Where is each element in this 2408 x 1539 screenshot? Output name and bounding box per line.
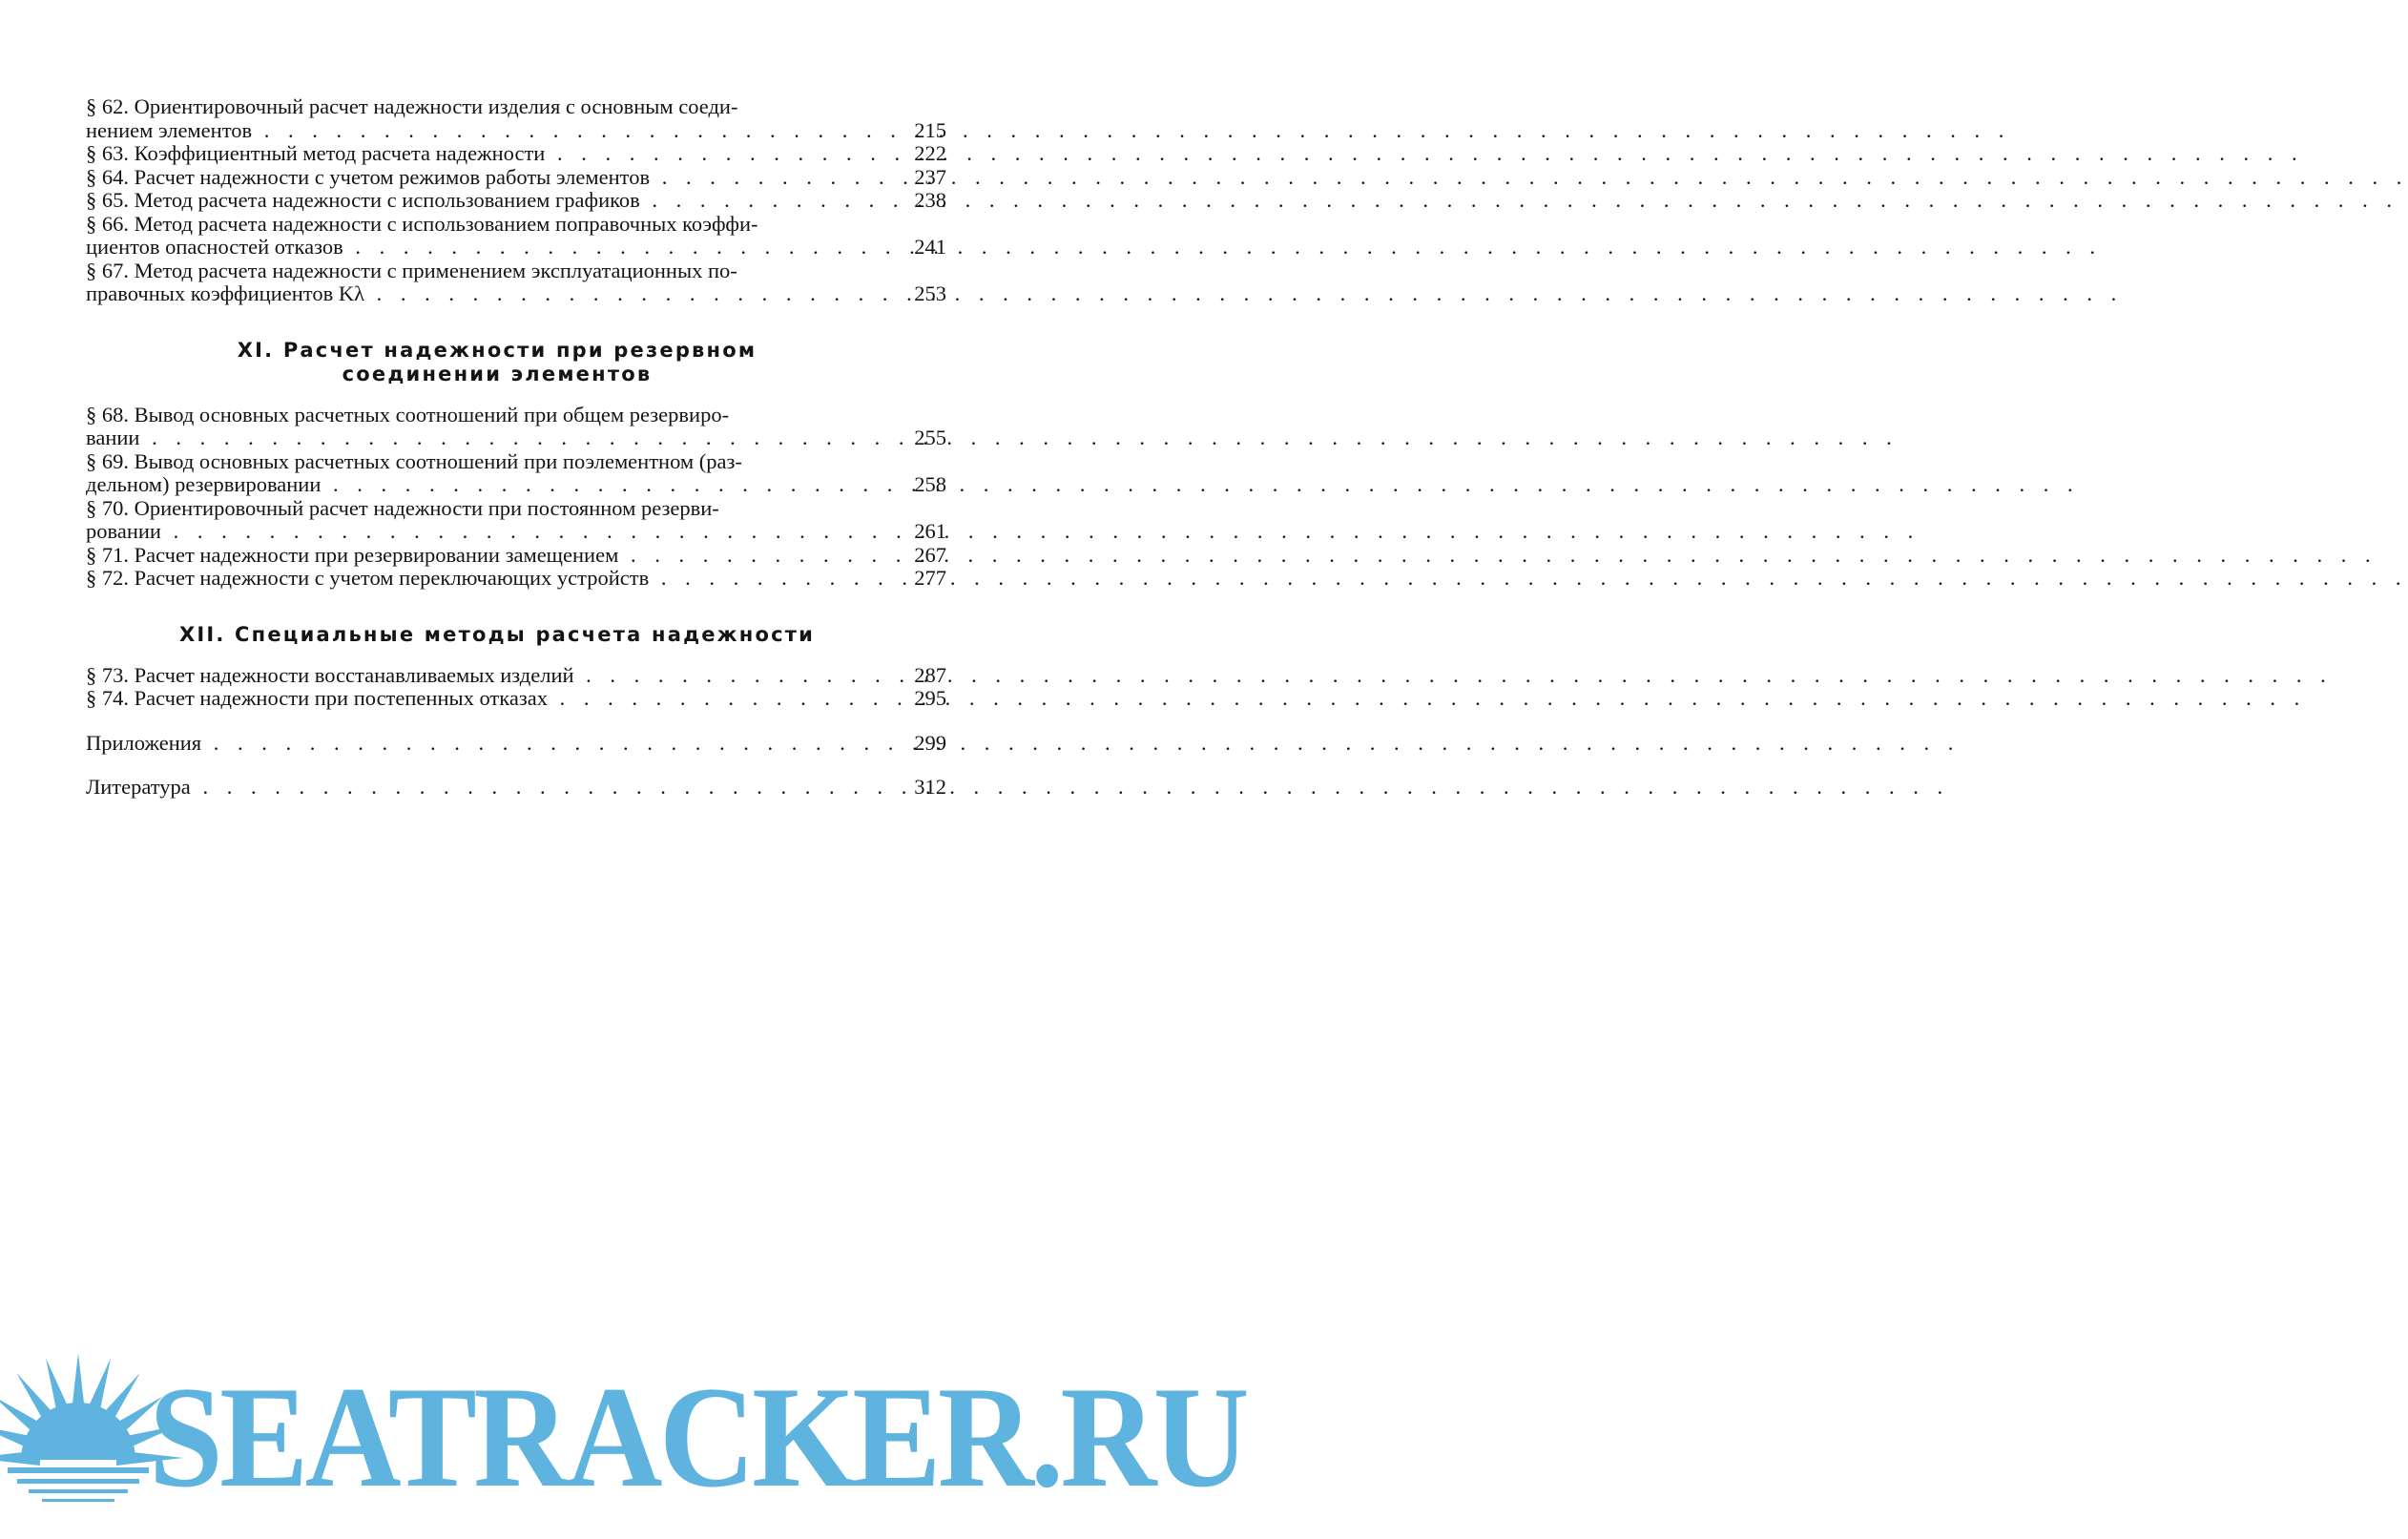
- toc-entry-literature: [86, 776, 946, 800]
- toc-entry-71: [86, 544, 946, 568]
- toc-entry-67: [86, 260, 946, 306]
- toc-entry-66: [86, 213, 946, 260]
- table-of-contents: [86, 95, 946, 800]
- page-number: 253: [914, 281, 946, 305]
- toc-entry-70: [86, 497, 946, 544]
- toc-entry-64: [86, 166, 946, 190]
- page-number: 222: [914, 141, 946, 165]
- page-number: 295: [914, 686, 946, 710]
- watermark-text: SEATRACKER.RU: [149, 1357, 1247, 1517]
- toc-entry-text: § 65. Метод расчета надежности с использованием графиков . . .: [86, 188, 2398, 212]
- page-number: 287: [914, 662, 946, 687]
- page-number: 277: [914, 566, 946, 590]
- toc-entry-text: § 71. Расчет надежности при резервировании замещением . . .: [86, 543, 2377, 567]
- toc-entry-68: [86, 404, 946, 450]
- toc-entry-text: нением элементов . . .: [86, 118, 2010, 142]
- page-number: 258: [914, 472, 946, 496]
- toc-entry-72: [86, 567, 946, 591]
- page-number: 238: [914, 188, 946, 212]
- page-number: 312: [914, 775, 946, 799]
- toc-entry-text: правочных коэффициентов Kλ . . .: [86, 281, 2123, 305]
- toc-entry-63: [86, 142, 946, 166]
- toc-entry-65: [86, 189, 946, 213]
- toc-entry-text: § 68. Вывод основных расчетных соотношений при общем резервиро-: [86, 402, 730, 426]
- page-number: 299: [914, 730, 946, 755]
- toc-entry-text: § 66. Метод расчета надежности с использованием поправочных коэффи-: [86, 211, 758, 236]
- chapter-heading-xi: [86, 339, 946, 386]
- toc-entry-text: циентов опасностей отказов . . .: [86, 235, 2102, 259]
- toc-entry-74: [86, 687, 946, 711]
- toc-entry-73: [86, 664, 946, 688]
- chapter-title-line: XI. Расчет надежности при резервном: [237, 338, 758, 362]
- toc-entry-text: § 62. Ориентировочный расчет надежности изделия с основным соеди-: [86, 94, 738, 118]
- page-number: 255: [914, 426, 946, 449]
- toc-entry-text: Приложения . . .: [86, 731, 1960, 755]
- toc-entry-text: дельном) резервировании . . .: [86, 472, 2080, 496]
- chapter-title-line: XII. Специальные методы расчета надежности: [178, 622, 816, 646]
- toc-entry-text: § 64. Расчет надежности с учетом режимов работы элементов . . .: [86, 165, 2408, 189]
- page-number: 261: [914, 519, 946, 543]
- page-number: 241: [914, 235, 946, 259]
- toc-entry-text: § 69. Вывод основных расчетных соотношений при поэлементном (раз-: [86, 448, 742, 473]
- toc-entry-appendix: [86, 732, 946, 756]
- toc-entry-text: вании . . .: [86, 426, 1899, 449]
- page-number: 215: [914, 117, 946, 142]
- toc-entry-text: § 74. Расчет надежности при постепенных отказах . . .: [86, 686, 2306, 710]
- page-number: 237: [914, 164, 946, 189]
- toc-entry-text: § 72. Расчет надежности с учетом переключающих устройств . . .: [86, 566, 2407, 590]
- page-number: 267: [914, 542, 946, 567]
- toc-entry-69: [86, 450, 946, 497]
- toc-entry-text: § 63. Коэффициентный метод расчета надежности . . .: [86, 141, 2304, 165]
- toc-entry-text: Литература . . .: [86, 775, 1949, 799]
- chapter-title-line: соединении элементов: [342, 362, 653, 385]
- toc-entry-text: § 67. Метод расчета надежности с применением эксплуатационных по-: [86, 258, 737, 282]
- toc-entry-text: § 73. Расчет надежности восстанавливаемых изделий . . .: [86, 663, 2333, 687]
- toc-entry-text: § 70. Ориентировочный расчет надежности при постоянном резерви-: [86, 495, 719, 520]
- chapter-heading-xii: [86, 623, 946, 647]
- toc-entry-text: ровании . . .: [86, 519, 1920, 543]
- toc-entry-62: [86, 95, 946, 142]
